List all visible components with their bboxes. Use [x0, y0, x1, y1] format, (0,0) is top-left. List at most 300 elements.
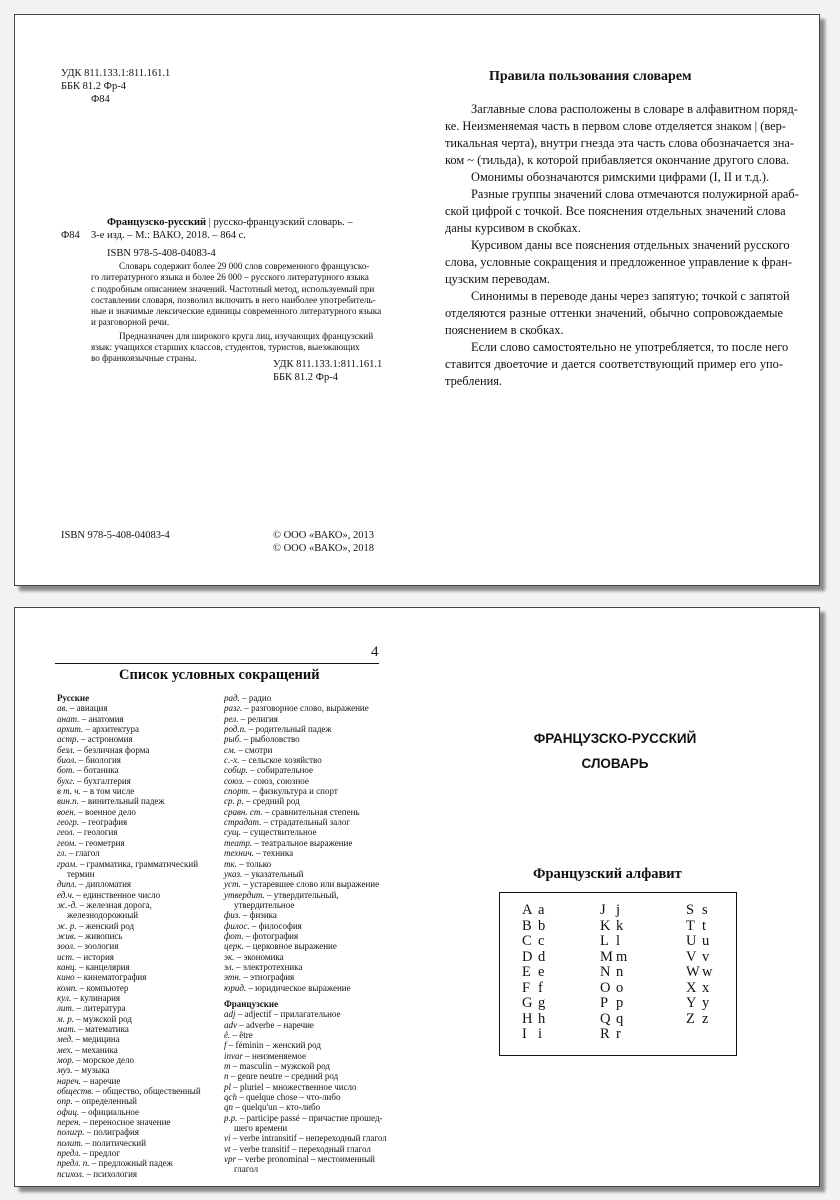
alphabet-letter-pair — [522, 996, 545, 1012]
abbreviation-meaning: – официальное — [79, 1106, 140, 1117]
lowercase-letter: d — [538, 948, 546, 965]
abbreviation-entry — [224, 786, 394, 796]
uppercase-letter: D — [522, 948, 533, 965]
abbreviation-meaning: – утвердительный, — [264, 889, 339, 900]
abbreviation-meaning: – биология — [76, 755, 121, 766]
abbreviation-meaning: – определенный — [72, 1096, 137, 1107]
annotation-line: составлении словаря, позволил включить в него наиболее употребитель- — [91, 294, 376, 305]
uppercase-letter: W — [686, 964, 700, 980]
abbreviation-entry — [57, 848, 217, 858]
alphabet-letter-pair — [686, 981, 712, 997]
abbreviation-meaning: – безличная форма — [74, 744, 150, 755]
russian-abbreviations-left — [57, 693, 217, 1179]
rules-line: Заглавные слова расположены в словаре в алфавитном поряд- — [471, 102, 798, 116]
abbreviation-meaning: – masculin – мужской род — [230, 1061, 330, 1072]
annotation-line: го литературного языка и более 26 000 – русского литературного языка — [91, 272, 369, 283]
abbreviation-meaning: – verbe pronominal – местоименный — [236, 1154, 375, 1165]
uppercase-letter: K — [600, 917, 611, 934]
rules-line: ке. Неизменяемая часть в первом слове отделяется знаком | (вер- — [445, 119, 786, 133]
rules-line: требления. — [445, 374, 502, 388]
book-title-line2: 3-е изд. – М.: ВАКО, 2018. – 864 с. — [91, 230, 246, 241]
abbreviation-meaning: – средний род — [243, 796, 300, 807]
alphabet-title: Французский алфавит — [533, 866, 682, 882]
abbreviation-meaning: – военное дело — [76, 806, 136, 817]
abbreviation-entry — [224, 1154, 394, 1164]
abbreviation-entry — [224, 890, 394, 900]
abbr-list-left — [57, 703, 217, 1179]
abbreviation-entry — [224, 962, 394, 972]
alphabet-letter-pair — [600, 1027, 627, 1043]
abbreviation-term: мех. — [57, 1044, 73, 1055]
uppercase-letter: V — [686, 948, 697, 965]
abbreviation-entry — [224, 1102, 394, 1112]
abbreviation-term: pl — [224, 1081, 232, 1092]
abbreviation-meaning: – электротехника — [233, 961, 303, 972]
abbreviation-entry — [57, 941, 217, 951]
lowercase-letter: g — [538, 995, 546, 1011]
abbreviation-entry — [224, 879, 394, 889]
alphabet-letter-pair — [600, 965, 627, 981]
abbreviation-term: астр. — [57, 734, 79, 745]
alphabet-letter-pair — [600, 981, 627, 997]
abbreviation-entry — [57, 859, 217, 869]
rules-line: слова, условные сокращения и предложенное управление к фран- — [445, 255, 792, 269]
abbreviation-entry — [224, 972, 394, 982]
abbreviation-entry — [224, 734, 394, 744]
abbreviation-entry — [224, 745, 394, 755]
abbreviation-entry — [224, 848, 394, 858]
abbreviation-term: бухг. — [57, 775, 75, 786]
rules-line: Разные группы значений слова отмечаются полужирной араб- — [471, 187, 799, 201]
abbreviation-meaning: – бухгалтерия — [74, 775, 131, 786]
abbreviation-entry — [57, 1034, 217, 1044]
abbreviation-term: указ. — [224, 868, 243, 879]
uppercase-letter: C — [522, 933, 532, 949]
uppercase-letter: A — [522, 902, 533, 918]
abbreviation-meaning: – кинематография — [74, 972, 147, 983]
abbreviation-term: vi — [224, 1133, 231, 1144]
abbreviation-meaning: утвердительное — [234, 899, 295, 910]
abbreviation-entry — [57, 807, 217, 817]
abbreviation-meaning: – verbe transitif – переходный глагол — [230, 1143, 371, 1154]
abbreviation-meaning: – музыка — [72, 1065, 110, 1076]
alphabet-letter-pair — [686, 919, 712, 935]
abbreviation-term: тк. — [224, 858, 237, 869]
rules-line: тикальная черта), внутри гнезда эта часть слова обозначается зна- — [445, 136, 795, 150]
abbreviation-entry — [57, 1076, 217, 1086]
abbreviation-entry — [224, 1144, 394, 1154]
lowercase-letter: x — [702, 979, 710, 996]
abbreviation-entry — [57, 703, 217, 713]
abbreviation-entry — [57, 714, 217, 724]
alphabet-letter-pair — [600, 934, 627, 950]
alphabet-letter-pair — [522, 950, 545, 966]
rules-line: Курсивом даны все пояснения отдельных значений русского — [471, 238, 790, 252]
book-title-rest: | русско-французский словарь. – — [206, 217, 353, 228]
abbreviation-entry — [57, 796, 217, 806]
abbreviation-term: рыб. — [224, 734, 242, 745]
lowercase-letter: w — [702, 964, 713, 980]
annotation-line: и разговорной речи. — [91, 317, 170, 328]
abbreviation-term: мед. — [57, 1034, 74, 1045]
abbreviation-meaning: – геометрия — [76, 837, 125, 848]
uppercase-letter: F — [522, 979, 531, 996]
abbreviation-meaning: – архитектура — [83, 724, 139, 735]
rules-line: цузским переводам. — [445, 272, 550, 286]
lowercase-letter: j — [616, 902, 621, 918]
abbreviation-entry — [224, 1061, 394, 1071]
rules-paragraph — [445, 237, 792, 288]
alphabet-box — [499, 892, 737, 1056]
abbreviation-term: спорт. — [224, 786, 251, 797]
uppercase-letter: Z — [686, 1010, 695, 1027]
abbreviation-term: безл. — [57, 744, 75, 755]
abbreviation-term: m — [224, 1061, 231, 1072]
lowercase-letter: c — [538, 933, 545, 949]
lowercase-letter: i — [538, 1026, 543, 1042]
abbreviation-meaning: железнодорожный — [67, 910, 139, 921]
abbreviation-meaning: – мужской род — [74, 1013, 132, 1024]
bbk-bottom: ББК 81.2 Фр-4 — [273, 372, 338, 383]
abbreviation-meaning: – церковное выражение — [243, 941, 337, 952]
uppercase-letter: I — [522, 1026, 527, 1042]
isbn-top: ISBN 978-5-408-04083-4 — [107, 248, 216, 259]
alphabet-letter-pair — [522, 965, 545, 981]
dictionary-title-line2: СЛОВАРЬ — [581, 756, 649, 771]
abbreviation-term: юрид. — [224, 982, 247, 993]
rules-paragraph — [445, 186, 799, 237]
abbreviation-entry — [224, 807, 394, 817]
book-title-line1 — [107, 216, 353, 229]
abbreviation-entry — [224, 900, 394, 910]
abbreviation-term: qn — [224, 1102, 233, 1113]
abbreviation-term: ж.-д. — [57, 899, 78, 910]
abbreviation-entry — [57, 910, 217, 920]
abbreviation-term: жив. — [57, 930, 77, 941]
abbreviation-term: уст. — [224, 879, 241, 890]
abbreviation-entry — [224, 755, 394, 765]
abbreviation-term: страдат. — [224, 817, 262, 828]
abbreviation-meaning: – кулинария — [71, 992, 121, 1003]
lowercase-letter: m — [616, 948, 628, 965]
abbreviation-meaning: – география — [79, 817, 128, 828]
abbreviation-entry — [57, 776, 217, 786]
lowercase-letter: t — [702, 917, 707, 934]
lowercase-letter: p — [616, 995, 624, 1011]
abbreviation-entry — [57, 827, 217, 837]
abbreviation-term: сущ. — [224, 827, 241, 838]
annotation-line: язык: учащихся старших классов, студентов, туристов, выезжающих — [91, 342, 360, 353]
alphabet-letter-pair — [686, 1012, 712, 1028]
abbreviation-meaning: – живопись — [76, 930, 123, 941]
abbreviation-term: p.p. — [224, 1112, 238, 1123]
abbreviation-meaning: – дипломатия — [76, 879, 132, 890]
abbreviation-meaning: – железная дорога, — [77, 899, 152, 910]
abbreviation-meaning: – quelque chose – что-либо — [237, 1092, 341, 1103]
abbreviation-meaning: – философия — [249, 920, 302, 931]
margin-author-code: Ф84 — [61, 230, 80, 241]
abbreviation-meaning: – геология — [74, 827, 118, 838]
abbreviation-term: vt — [224, 1143, 231, 1154]
abbreviation-entry — [57, 890, 217, 900]
abbreviation-entry — [57, 1107, 217, 1117]
abbreviation-term: воен. — [57, 806, 76, 817]
rules-line: ком ~ (тильда), к которой прибавляется окончание другого слова. — [445, 153, 790, 167]
abbreviation-meaning: – être — [230, 1030, 253, 1040]
abbreviation-term: м. р. — [57, 1013, 74, 1024]
annotation-line: во франкоязычные страны. — [91, 353, 197, 364]
french-heading: Французские — [224, 998, 279, 1009]
rules-title: Правила пользования словарем — [489, 69, 692, 84]
abbreviation-meaning: – собирательное — [247, 765, 314, 776]
rules-line: отделяются разные оттенки значений, обычно сопровождаемые — [445, 306, 783, 320]
abbreviation-term: канц. — [57, 961, 77, 972]
abbreviation-entry — [224, 1071, 394, 1081]
lowercase-letter: s — [702, 902, 708, 918]
abbreviation-entry — [224, 983, 394, 993]
abbreviation-meaning: – наречие — [80, 1075, 121, 1086]
author-code: Ф84 — [91, 94, 110, 105]
uppercase-letter: Y — [686, 995, 697, 1011]
uppercase-letter: G — [522, 995, 533, 1011]
abbreviation-term: офиц. — [57, 1106, 80, 1117]
alphabet-letter-pair — [522, 1027, 545, 1043]
abbreviation-meaning: – общество, общественный — [93, 1086, 201, 1097]
alphabet-letter-pair — [600, 950, 627, 966]
annotation-line: Словарь содержит более 29 000 слов современного французско- — [119, 261, 370, 271]
title-page-spread — [14, 14, 820, 586]
abbreviation-entry — [224, 1092, 394, 1102]
abbreviation-term: кино — [57, 972, 75, 983]
abbreviation-term: эк. — [224, 951, 235, 962]
abbreviation-entry — [57, 900, 217, 910]
dictionary-title-line1: ФРАНЦУЗСКО-РУССКИЙ — [533, 731, 697, 746]
abbreviation-entry — [57, 1065, 217, 1075]
alphabet-letter-pair — [686, 934, 712, 950]
abbreviation-entry — [57, 983, 217, 993]
rules-text — [445, 101, 799, 390]
abbreviation-meaning: – фотография — [243, 930, 299, 941]
abbreviation-term: театр. — [224, 837, 253, 848]
abbreviation-meaning: – радио — [239, 693, 272, 703]
abbreviation-meaning: – genre neutre – средний род — [228, 1071, 339, 1082]
alphabet-column — [686, 903, 712, 1027]
uppercase-letter: S — [686, 902, 695, 918]
abbreviation-entry — [57, 972, 217, 982]
page-number: 4 — [371, 644, 379, 660]
rules-paragraph — [445, 169, 783, 186]
lowercase-letter: r — [616, 1026, 621, 1042]
abbreviation-entry — [224, 859, 394, 869]
lowercase-letter: u — [702, 933, 710, 949]
alphabet-letter-pair — [686, 950, 712, 966]
abbreviations-title: Список условных сокращений — [119, 667, 320, 683]
abbreviation-term: ав. — [57, 703, 68, 714]
abbreviation-meaning: – quelqu'un – кто-либо — [233, 1102, 321, 1113]
abbreviation-term: ср. р. — [224, 796, 244, 807]
lowercase-letter: k — [616, 917, 624, 934]
abbreviation-entry — [57, 952, 217, 962]
abbreviation-entry — [57, 838, 217, 848]
abbreviation-entry — [57, 1169, 217, 1179]
abbreviation-term: см. — [224, 744, 236, 755]
abbr-list-right — [224, 693, 394, 993]
abbreviation-term: разг. — [224, 703, 243, 714]
abbreviation-meaning: – глагол — [66, 848, 100, 859]
abbreviation-entry — [57, 745, 217, 755]
uppercase-letter: N — [600, 964, 611, 980]
lowercase-letter: l — [616, 933, 621, 949]
abbreviation-term: грам. — [57, 858, 78, 869]
alphabet-letter-pair — [600, 903, 627, 919]
abbreviation-term: собир. — [224, 765, 248, 776]
abbreviation-meaning: – pluriel – множественное число — [231, 1081, 357, 1092]
alphabet-letter-pair — [522, 1012, 545, 1028]
abbreviation-entry — [224, 869, 394, 879]
abbreviation-meaning: – устаревшее слово или выражение — [240, 879, 380, 890]
abbreviation-entry — [57, 1055, 217, 1065]
dictionary-title — [501, 726, 729, 776]
abbreviation-meaning: – сравнительная степень — [262, 806, 360, 817]
abbreviation-entry — [224, 1040, 394, 1050]
abbreviation-entry — [224, 1133, 394, 1143]
abbreviation-entry — [57, 724, 217, 734]
abbreviation-term: утвердит. — [224, 889, 265, 900]
abbreviation-entry — [57, 962, 217, 972]
uppercase-letter: O — [600, 979, 611, 996]
abbreviation-term: эл. — [224, 961, 234, 972]
uppercase-letter: R — [600, 1026, 610, 1042]
abbreviations-spread — [14, 607, 820, 1187]
rules-line: даны курсивом в скобках. — [445, 221, 581, 235]
abbreviation-meaning: – экономика — [234, 951, 284, 962]
abbreviation-entry — [57, 931, 217, 941]
abbreviation-term: биол. — [57, 755, 77, 766]
abbreviation-term: род.п. — [224, 724, 247, 735]
lowercase-letter: h — [538, 1010, 546, 1027]
uppercase-letter: B — [522, 917, 532, 934]
abbreviation-meaning: – сельское хозяйство — [239, 755, 322, 766]
abbreviation-term: рел. — [224, 713, 239, 724]
header-rule — [55, 663, 379, 664]
abbreviation-entry — [224, 1082, 394, 1092]
alphabet-letter-pair — [600, 1012, 627, 1028]
abbreviation-entry — [224, 1030, 394, 1040]
abbreviation-term: геол. — [57, 827, 75, 838]
abbreviation-term: кул. — [57, 992, 72, 1003]
abbreviation-entry — [57, 921, 217, 931]
uppercase-letter: H — [522, 1010, 533, 1027]
abbreviation-term: qch — [224, 1092, 237, 1103]
abbreviation-entry — [224, 931, 394, 941]
abbreviation-entry — [224, 1164, 394, 1174]
abbreviation-meaning: – союз, союзное — [244, 775, 309, 786]
abbreviation-entry — [57, 1045, 217, 1055]
abbreviation-entry — [224, 817, 394, 827]
rules-line: ставится двоеточие и дается соответствующий пример его упо- — [445, 357, 783, 371]
abbreviation-term: adv — [224, 1019, 237, 1030]
abbreviation-entry — [224, 827, 394, 837]
abbreviation-entry — [57, 1148, 217, 1158]
abbreviation-entry — [57, 1096, 217, 1106]
abbreviation-meaning: – verbe intransitif – непереходный глагол — [230, 1133, 387, 1144]
abbreviation-entry — [57, 1158, 217, 1168]
abbreviation-meaning: – adjectif – прилагательное — [235, 1009, 341, 1020]
udk-code: УДК 811.133.1:811.161.1 — [61, 68, 171, 79]
rules-line: Синонимы в переводе даны через запятую; точкой с запятой — [471, 289, 790, 303]
abbreviation-meaning: – астрономия — [78, 734, 133, 745]
abbreviation-meaning: – только — [236, 858, 272, 869]
alphabet-letter-pair — [686, 996, 712, 1012]
abbreviation-entry — [224, 714, 394, 724]
abbreviation-term: филос. — [224, 920, 250, 931]
uppercase-letter: E — [522, 964, 531, 980]
abbreviation-term: ист. — [57, 951, 75, 962]
uppercase-letter: X — [686, 979, 697, 996]
abbreviation-term: vpr — [224, 1154, 236, 1165]
alphabet-letter-pair — [686, 965, 712, 981]
abbreviation-term: гл. — [57, 848, 67, 859]
uppercase-letter: U — [686, 933, 697, 949]
abbreviation-meaning: – переносное значение — [80, 1117, 171, 1128]
annotation-text — [91, 261, 382, 329]
abbreviation-meaning: – разговорное слово, выражение — [242, 703, 369, 714]
alphabet-column — [522, 903, 545, 1043]
abbreviation-term: церк. — [224, 941, 244, 952]
abbreviation-term: adj — [224, 1009, 236, 1020]
annotation-line: ные и значимые лексические единицы современного литературного языка — [91, 306, 382, 317]
abbreviation-term: физ. — [224, 910, 241, 921]
abbreviation-meaning: – adverbe – наречие — [237, 1019, 314, 1030]
rules-line: пояснением в скобках. — [445, 323, 564, 337]
abbreviation-entry — [224, 921, 394, 931]
alphabet-letter-pair — [522, 981, 545, 997]
abbreviation-meaning: – в том числе — [80, 786, 135, 797]
abbreviation-meaning: – техника — [253, 848, 294, 859]
lowercase-letter: q — [616, 1010, 624, 1027]
uppercase-letter: M — [600, 948, 613, 965]
abbreviation-term: с.-х. — [224, 755, 240, 766]
abbreviation-term: предл. п. — [57, 1158, 90, 1169]
abbreviation-meaning: – указательный — [242, 868, 304, 879]
abbreviation-entry — [57, 1127, 217, 1137]
abbreviation-meaning: – participe passé – причастие прошед- — [237, 1112, 383, 1123]
abbreviation-entry — [57, 755, 217, 765]
abbreviation-meaning: – рыболовство — [241, 734, 300, 745]
uppercase-letter: P — [600, 995, 609, 1011]
abbreviation-entry — [57, 1003, 217, 1013]
abbreviation-meaning: – компьютер — [77, 982, 129, 993]
abbreviation-term: мор. — [57, 1055, 74, 1066]
abbreviation-entry — [224, 1009, 394, 1019]
abbreviation-term: перен. — [57, 1117, 81, 1128]
isbn-bottom: ISBN 978-5-408-04083-4 — [61, 530, 170, 541]
abbreviation-meaning: – ботаника — [74, 765, 119, 776]
abbreviation-term: предл. — [57, 1148, 81, 1159]
abbreviation-term: муз. — [57, 1065, 73, 1076]
alphabet-column — [600, 903, 627, 1043]
abbreviation-entry — [224, 952, 394, 962]
abbreviation-term: геогр. — [57, 817, 80, 828]
abbreviation-entry — [224, 941, 394, 951]
abbreviation-meaning: – féminin – женский род — [226, 1040, 321, 1051]
abbreviation-term: f — [224, 1040, 227, 1051]
abbreviation-meaning: – зоология — [75, 941, 119, 952]
lowercase-letter: o — [616, 979, 624, 996]
annotation-line: с подробным описанием значений. Частотный метод, используемый при — [91, 283, 375, 294]
abbreviation-entry — [57, 1117, 217, 1127]
abbreviation-meaning: – политический — [83, 1137, 147, 1148]
